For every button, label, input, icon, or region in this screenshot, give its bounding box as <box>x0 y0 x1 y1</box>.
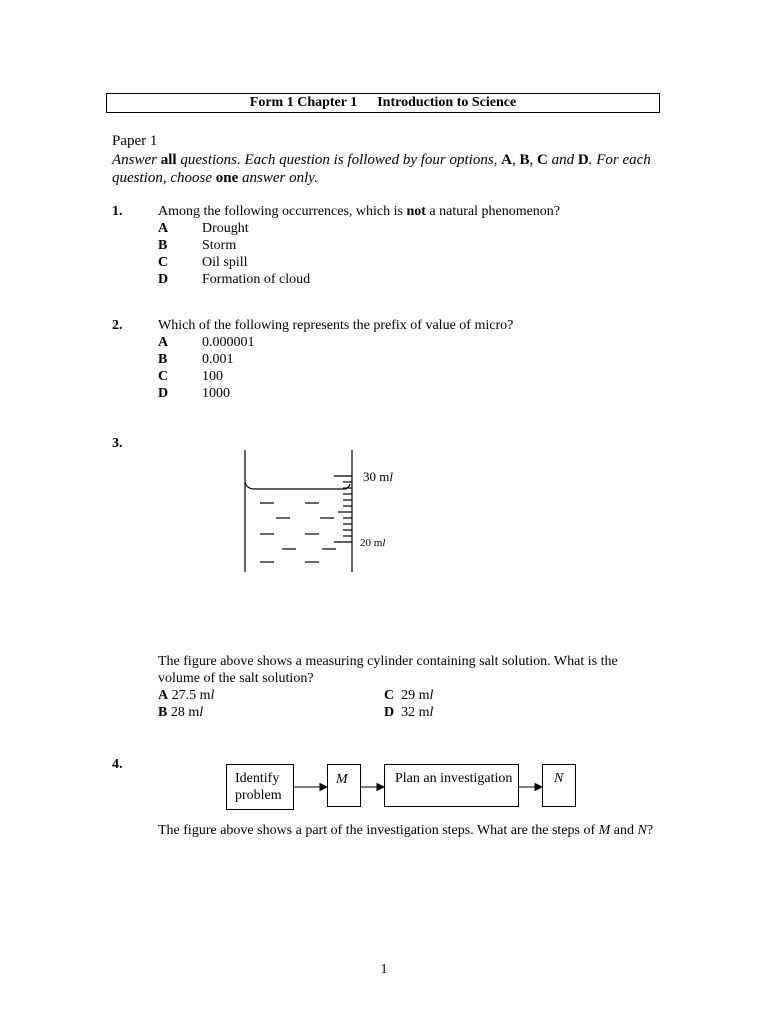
paper-label: Paper 1 <box>112 133 158 149</box>
question-1-number: 1. <box>112 204 123 219</box>
q2-option-c: C 100 <box>158 369 223 384</box>
flow-arrows <box>294 780 544 794</box>
q2-option-d: D 1000 <box>158 386 230 401</box>
q1-option-a: A Drought <box>158 221 249 236</box>
flow-box-plan-investigation: Plan an investigation <box>384 764 519 807</box>
q3-option-b: B 28 ml <box>158 705 204 720</box>
chapter-title-box <box>106 93 660 113</box>
meniscus <box>245 482 350 489</box>
q3-option-d: D 32 ml <box>384 705 434 720</box>
arrow-right-icon <box>377 784 384 791</box>
flow-box-identify-problem: Identify problem <box>226 764 294 810</box>
q1-option-b: B Storm <box>158 238 237 253</box>
flow-box-m: M <box>327 764 361 807</box>
q3-option-a: A 27.5 ml <box>158 688 215 703</box>
question-4-number: 4. <box>112 757 123 772</box>
q1-option-d: D Formation of cloud <box>158 272 311 287</box>
chapter-topic: Introduction to Science <box>377 95 517 110</box>
question-3-text: The figure above shows a measuring cylinder containing salt solution. What is the volume of the salt solution? <box>158 654 618 686</box>
arrow-right-icon <box>535 784 542 791</box>
question-2 <box>158 317 513 402</box>
q2-option-b: B 0.001 <box>158 352 234 367</box>
label-30ml: 30 ml <box>363 469 393 484</box>
q1-option-c: C Oil spill <box>158 255 248 270</box>
page-number: 1 <box>380 962 388 977</box>
question-4-text: The figure above shows a part of the investigation steps. What are the steps of M and N? <box>158 823 654 838</box>
chapter-label: Form 1 Chapter 1 <box>249 95 358 110</box>
q2-option-a: A 0.000001 <box>158 335 255 350</box>
question-1 <box>158 203 560 288</box>
label-20ml: 20 ml <box>360 537 386 549</box>
question-3-number: 3. <box>112 436 123 451</box>
question-2-text: Which of the following represents the prefix of value of micro? <box>158 318 514 333</box>
question-2-number: 2. <box>112 318 123 333</box>
flow-box-n: N <box>542 764 576 807</box>
question-1-text: Among the following occurrences, which is not a natural phenomenon? <box>158 204 561 219</box>
measuring-cylinder-figure <box>230 445 430 580</box>
instructions: Answer all questions. Each question is followed by four options, A, B, C and D. For each question, choose one answer only. <box>112 152 651 186</box>
q3-option-c: C 29 ml <box>384 688 434 703</box>
arrow-right-icon <box>320 784 327 791</box>
